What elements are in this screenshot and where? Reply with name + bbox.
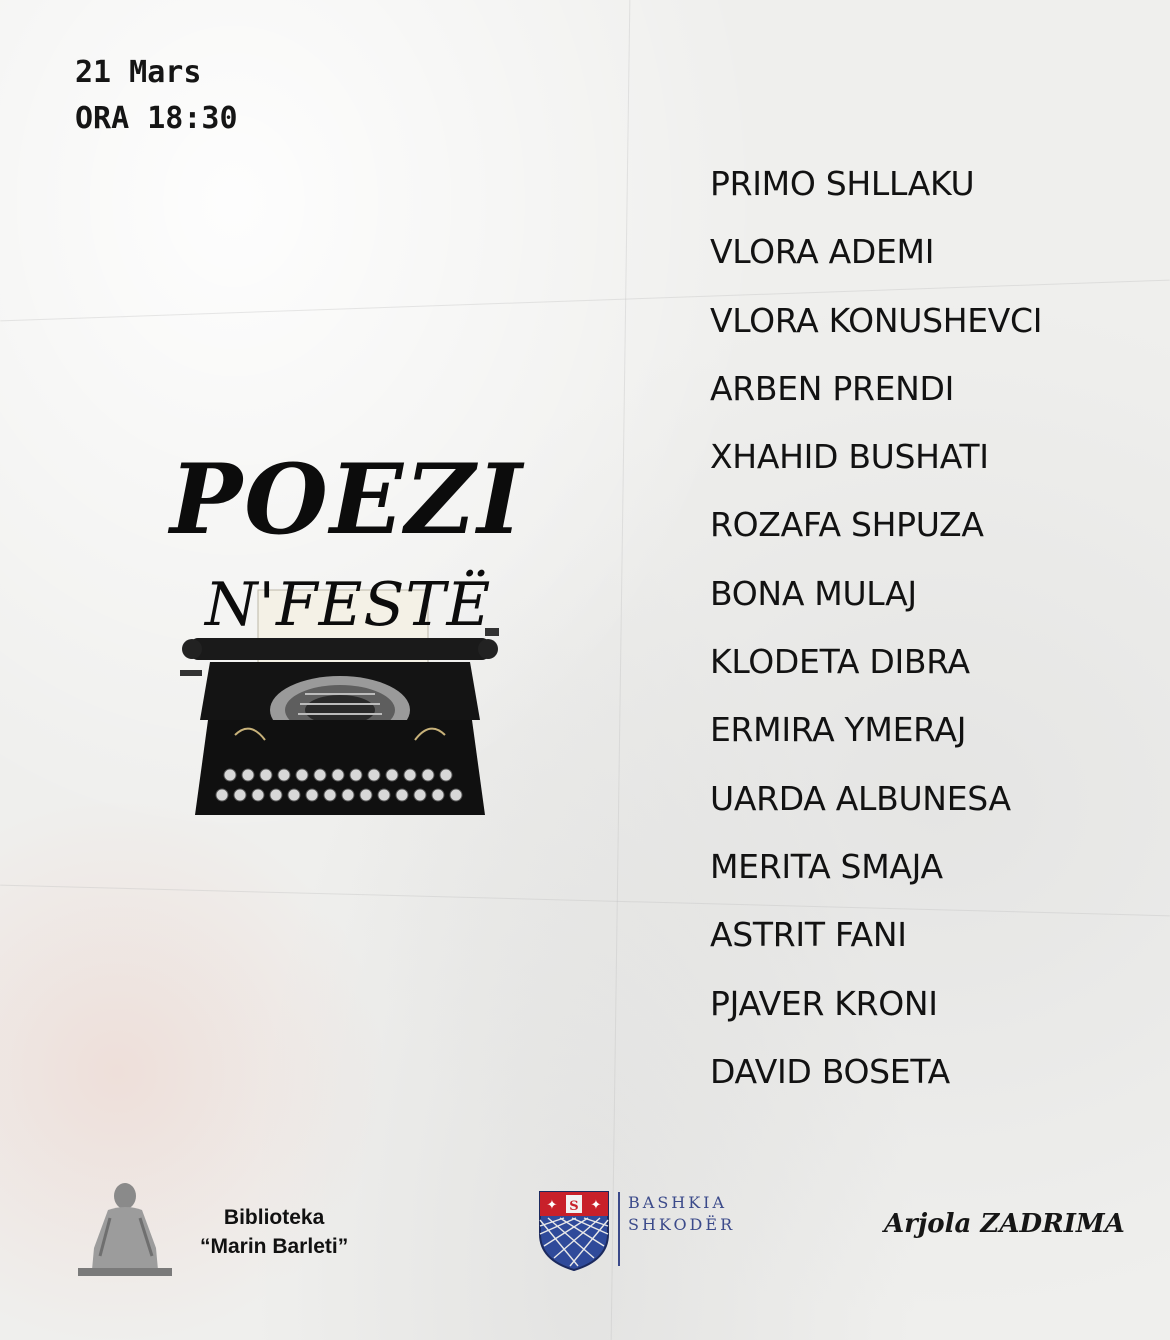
svg-text:✦: ✦ bbox=[590, 1198, 602, 1213]
municipality-divider bbox=[618, 1192, 620, 1266]
municipality-line-1: BASHKIA bbox=[628, 1193, 728, 1212]
poet-name: ARBEN PRENDI bbox=[710, 368, 955, 408]
svg-text:S: S bbox=[569, 1199, 579, 1214]
library-line-2: “Marin Barleti” bbox=[200, 1235, 349, 1258]
poster-title: POEZI bbox=[170, 443, 524, 556]
poster-subtitle: N'FESTË bbox=[205, 570, 492, 640]
poet-name: VLORA KONUSHEVCI bbox=[710, 300, 1043, 340]
paper-crease bbox=[611, 0, 631, 1340]
poet-name: KLODETA DIBRA bbox=[710, 642, 970, 682]
coat-of-arms-icon bbox=[538, 1190, 610, 1272]
poet-name: XHAHID BUSHATI bbox=[710, 437, 989, 477]
poet-name: PJAVER KRONI bbox=[710, 983, 938, 1023]
svg-text:✦: ✦ bbox=[546, 1198, 558, 1213]
statue-icon bbox=[70, 1178, 180, 1276]
poet-name: BONA MULAJ bbox=[710, 573, 917, 613]
poet-name: ASTRIT FANI bbox=[710, 915, 907, 955]
event-date: 21 Mars bbox=[75, 55, 202, 90]
event-datetime bbox=[75, 50, 238, 142]
poet-name: ROZAFA SHPUZA bbox=[710, 505, 984, 545]
poets-list bbox=[710, 150, 1042, 1106]
poet-name: MERITA SMAJA bbox=[710, 846, 943, 886]
library-line-1: Biblioteka bbox=[223, 1206, 325, 1229]
poet-name: VLORA ADEMI bbox=[710, 232, 935, 272]
poet-name: ERMIRA YMERAJ bbox=[710, 710, 967, 750]
event-time: ORA 18:30 bbox=[75, 101, 238, 136]
poet-name: PRIMO SHLLAKU bbox=[710, 164, 975, 203]
poet-name: DAVID BOSETA bbox=[710, 1051, 950, 1091]
organizer-signature: Arjola ZADRIMA bbox=[884, 1209, 1125, 1239]
municipality-name bbox=[628, 1192, 735, 1236]
library-name bbox=[200, 1203, 348, 1261]
municipality-line-2: SHKODËR bbox=[628, 1215, 736, 1234]
poet-name: UARDA ALBUNESA bbox=[710, 778, 1011, 818]
